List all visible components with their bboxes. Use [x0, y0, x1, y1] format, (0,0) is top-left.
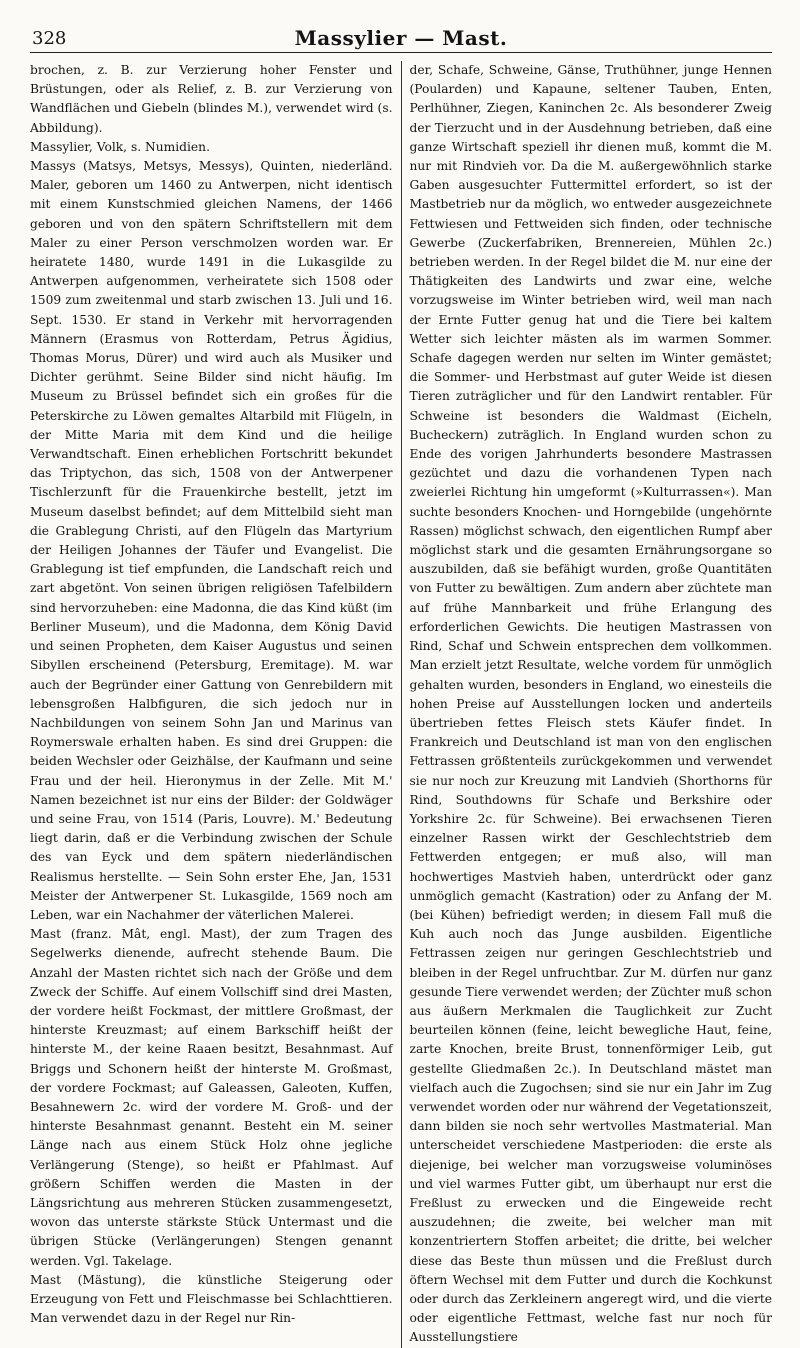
entry-mast-fattening-continued: der, Schafe, Schweine, Gänse, Truthühner, junge Hennen (Poularden) und Kapaune, seltener Tauben, Enten, Perlhühner, Ziegen, Kaninchen 2c. Als besonderer Zweig der Tierzucht und in der Ausdehnung betrieben, daß eine ganze Wirtschaft speziell ihr dienen muß, kommt die M. nur mit Rindvieh vor. Da die M. außergewöhnlich starke Gaben ausgesuchter Futtermittel erfordert, so ist der Mastbetrieb nur da möglich, wo entweder ausgezeichnete Fettwiesen und Fettweiden sich finden, oder technische Gewerbe (Zuckerfabriken, Brennereien, Mühlen 2c.) betrieben werden. In der Regel bildet die M. nur eine der Thätigkeiten des Landwirts und zwar eine, welche vorzugsweise im Winter betrieben wird, weil man nach der Ernte Futter genug hat und die Tiere bei kaltem Wetter sich leichter mästen als im warmen Sommer. Schafe dagegen werden nur selten im Winter gemästet; die Sommer- und Herbstmast auf guter Weide ist diesen Tieren zuträglicher und für den Landwirt rentabler. Für Schweine ist besonders die Waldmast (Eicheln, Bucheckern) zuträglich. In England wurden schon zu Ende des vorigen Jahrhunderts besondere Mastrassen gezüchtet und dazu die vorhandenen Typen nach zweierlei Richtung hin umgeformt (»Kulturrassen«). Man suchte besonders Knochen- und Horngebilde (ungehörnte Rassen) möglichst schwach, den eigentlichen Rumpf aber möglichst stark und die gesamten Ernährungsorgane so auszubilden, daß sie befähigt wurden, große Quantitäten von Futter zu bewältigen. Zum andern aber züchtete man auf frühe Mannbarkeit und frühe Erlangung des erforderlichen Gewichts. Die heutigen Mastrassen von Rind, Schaf und Schwein entsprechen dem vollkommen. Man erzielt jetzt Resultate, welche vordem für unmöglich gehalten wurden, besonders in England, wo einesteils die hohen Preise auf Ausstellungen locken und anderteils übertrieben fettes Fleisch stets Käufer findet. In Frankreich und Deutschland ist man von den englischen Fettrassen größtenteils zurückgekommen und verwendet sie nur noch zur Kreuzung mit Landvieh (Shorthorns für Rind, Southdowns für Schafe und Berkshire oder Yorkshire 2c. für Schweine). Bei erwachsenen Tieren einzelner Rassen wirkt der Geschlechtstrieb dem Fettwerden entgegen; er muß also, will man hochwertiges Mastvieh haben, unterdrückt oder ganz unmöglich gemacht (Kastration) oder zu Anfang der M. (bei Kühen) befriedigt werden; in diesem Fall muß die Kuh auch noch das Junge ausbilden. Eigentliche Fettrassen zeigen nur geringen Geschlechtstrieb und bleiben in der Regel unfruchtbar. Zur M. dürfen nur ganz gesunde Tiere verwendet werden; der Züchter muß schon aus äußern Merkmalen die Tauglichkeit zur Zucht beurteilen können (feine, leicht bewegliche Haut, feine, zarte Knochen, breite Brust, tonnenförmiger Leib, gut gestellte Gliedmaßen 2c.). In Deutschland mästet man vielfach auch die Zugochsen; sind sie nur ein Jahr im Zug verwendet worden oder nur während der Vegetationszeit, dann bilden sie noch sehr wertvolles Mastmaterial. Man unterscheidet verschiedene Mastperioden: die erste als diejenige, bei welcher man vorzugsweise voluminöses und viel warmes Futter gibt, um überhaupt nur erst die Freßlust zu erwecken und die Eingeweide recht auszudehnen; die zweite, bei welcher man mit konzentriertern Stoffen arbeitet; die dritte, bei welcher diese das Beste thun müssen und die Freßlust durch öftern Wechsel mit dem Futter und durch die Kochkunst oder durch das Zerkleinern angeregt wird, und die vierte oder eigentliche Fettmast, welche fast nur noch für Ausstellungstiere: [409, 63, 772, 1345]
entry-massylier: Massylier, Volk, s. Numidien.: [30, 139, 210, 154]
entry-mast-fattening: Mast (Mästung), die künstliche Steigerung oder Erzeugung von Fett und Fleischmasse bei Schlachttieren. Man verwendet dazu in der Regel nur Rin-: [30, 1272, 393, 1326]
right-column: [401, 61, 773, 1348]
left-column: [30, 61, 401, 1348]
page-number: 328: [32, 28, 67, 49]
entry-massys: Massys (Matsys, Metsys, Messys), Quinten, niederländ. Maler, geboren um 1460 zu Antwerpen, nicht identisch mit einem Kunstschmied gleichen Namens, der 1466 geboren und von den spätern Schriftstellern mit dem Maler zu einer Person verschmolzen worden war. Er heiratete 1480, wurde 1491 in die Lukasgilde zu Antwerpen aufgenommen, verheiratete sich 1508 oder 1509 zum zweitenmal und starb zwischen 13. Juli und 16. Sept. 1530. Er stand in Verkehr mit hervorragenden Männern (Erasmus von Rotterdam, Petrus Ägidius, Thomas Morus, Dürer) und wird auch als Musiker und Dichter gerühmt. Seine Bilder sind nicht häufig. Im Museum zu Brüssel befindet sich ein großes für die Peterskirche zu Löwen gemaltes Altarbild mit Flügeln, in der Mitte Maria mit dem Kind und die heilige Verwandtschaft. Einen erheblichen Fortschritt bekundet das Triptychon, das sich, 1508 von der Antwerpener Tischlerzunft für die Frauenkirche bestellt, jetzt im Museum daselbst befindet; auf dem Mittelbild sieht man die Grablegung Christi, auf den Flügeln das Martyrium der Heiligen Johannes der Täufer und Evangelist. Die Grablegung ist tief empfunden, die Landschaft reich und zart abgetönt. Von seinen übrigen religiösen Tafelbildern sind hervorzuheben: eine Madonna, die das Kind küßt (im Berliner Museum), und die Madonna, dem König David und seinen Propheten, dem Kaiser Augustus und seinen Sibyllen erscheinend (Petersburg, Eremitage). M. war auch der Begründer einer Gattung von Genrebildern mit lebensgroßen Halbfiguren, die sich jedoch nur in Nachbildungen von seinem Sohn Jan und Marinus van Roymerswale erhalten haben. Es sind drei Gruppen: die beiden Wechsler oder Geizhälse, der Kaufmann und seine Frau und der heil. Hieronymus in der Zelle. Mit M.' Namen bezeichnet ist nur eins der Bilder: der Goldwäger und seine Frau, von 1514 (Paris, Louvre). M.' Bedeutung liegt darin, daß er die Verbindung zwischen der Schule des van Eyck und dem spätern niederländischen Realismus herstellte. — Sein Sohn erster Ehe, Jan, 1531 Meister der Antwerpener St. Lukasgilde, 1569 noch am Leben, war ein Nachahmer der väterlichen Malerei.: [30, 159, 393, 922]
entry-mast-ship: Mast (franz. Mât, engl. Mast), der zum Tragen des Segelwerks dienende, aufrecht stehende Baum. Die Anzahl der Masten richtet sich nach der Größe und dem Zweck der Schiffe. Auf einem Vollschiff sind drei Masten, der vordere heißt Fockmast, der mittlere Großmast, der hinterste Kreuzmast; auf einem Barkschiff heißt der hinterste M., der keine Raaen besitzt, Besahnmast. Auf Briggs und Schonern heißt der hinterste M. Großmast, der vordere Fockmast; auf Galeassen, Galeoten, Kuffen, Besahnewern 2c. wird der vordere M. Groß- und der hinterste Besahnmast genannt. Besteht ein M. seiner Länge nach aus einem Stück Holz ohne jegliche Verlängerung (Stenge), so heißt er Pfahlmast. Auf größern Schiffen werden die Masten in der Längsrichtung aus mehreren Stücken zusammengesetzt, wovon das unterste stärkste Stück Untermast und die übrigen Stücke (Verlängerungen) Stengen genannt werden. Vgl. Takelage.: [30, 927, 393, 1268]
text-columns: [30, 61, 772, 1348]
page-header: [30, 22, 772, 53]
running-title: Massylier — Mast.: [294, 26, 508, 50]
paragraph-gesims-continuation: brochen, z. B. zur Verzierung hoher Fenster und Brüstungen, oder als Relief, z. B. zur Verzierung von Wandflächen und Giebeln (blindes M.), verwendet wird (s. Abbildung).: [30, 63, 393, 135]
